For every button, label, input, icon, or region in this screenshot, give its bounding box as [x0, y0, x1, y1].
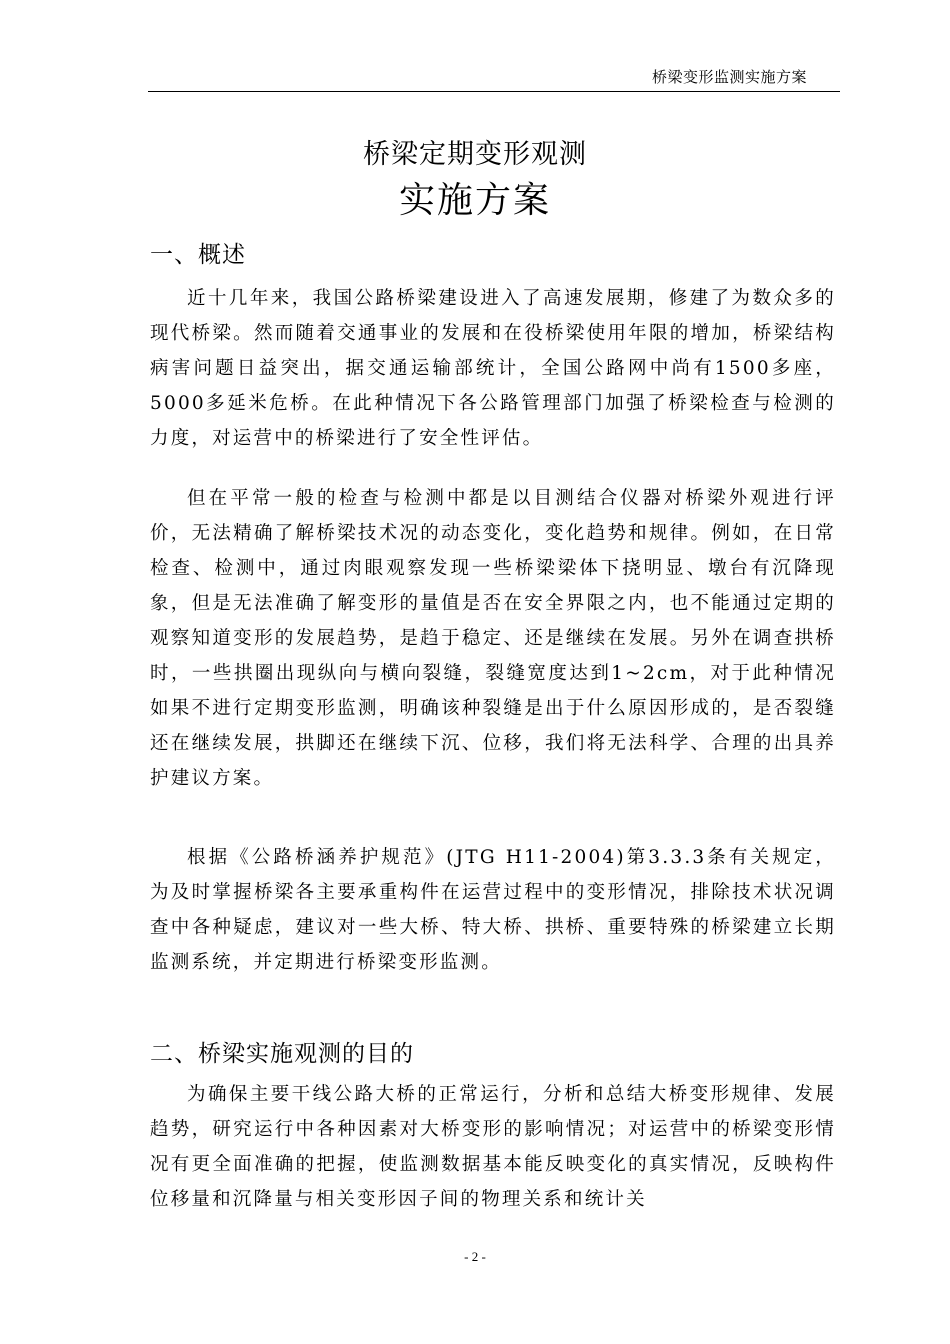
document-subtitle: 实施方案: [398, 180, 551, 221]
paragraph: 但在平常一般的检查与检测中都是以目测结合仪器对桥梁外观进行评价，无法精确了解桥梁技术况的动态变化，变化趋势和规律。例如，在日常检查、检测中，通过肉眼观察发现一些桥梁梁体下挠明显、墩台有沉降现象，但是无法准确了解变形的量值是否在安全界限之内，也不能通过定期的观察知道变形的发展趋势，是趋于稳定、还是继续在发展。另外在调查拱桥时，一些拱圈出现纵向与横向裂缝，裂缝宽度达到1~2cm，对于此种情况如果不进行定期变形监测，明确该种裂缝是出于什么原因形成的，是否裂缝还在继续发展，拱脚还在继续下沉、位移，我们将无法科学、合理的出具养护建议方案。: [150, 488, 836, 789]
paragraph: 根据《公路桥涵养护规范》(JTG H11-2004)第3.3.3条有关规定，为及时掌握桥梁各主要承重构件在运营过程中的变形情况，排除技术状况调查中各种疑虑，建议对一些大桥、特大桥、拱桥、重要特殊的桥梁建立长期监测系统，并定期进行桥梁变形监测。: [150, 847, 836, 973]
paragraph: 为确保主要干线公路大桥的正常运行，分析和总结大桥变形规律、发展趋势，研究运行中各种因素对大桥变形的影响情况；对运营中的桥梁变形情况有更全面准确的把握，使监测数据基本能反映变化的真实情况，反映构件位移量和沉降量与相关变形因子间的物理关系和统计关: [150, 1084, 836, 1210]
header-rule: [148, 91, 840, 92]
document-title: 桥梁定期变形观测: [363, 139, 587, 170]
section-heading-purpose: 二、桥梁实施观测的目的: [150, 1041, 414, 1067]
page-number: - 2 -: [464, 1249, 486, 1264]
section-heading-overview: 一、概述: [150, 242, 246, 268]
header-title: 桥梁变形监测实施方案: [651, 68, 807, 86]
paragraph: 近十几年来，我国公路桥梁建设进入了高速发展期，修建了为数众多的现代桥梁。然而随着交通事业的发展和在役桥梁使用年限的增加，桥梁结构病害问题日益突出，据交通运输部统计，全国公路网中尚有1500多座，5000多延米危桥。在此种情况下各公路管理部门加强了桥梁检查与检测的力度，对运营中的桥梁进行了安全性评估。: [150, 288, 836, 449]
